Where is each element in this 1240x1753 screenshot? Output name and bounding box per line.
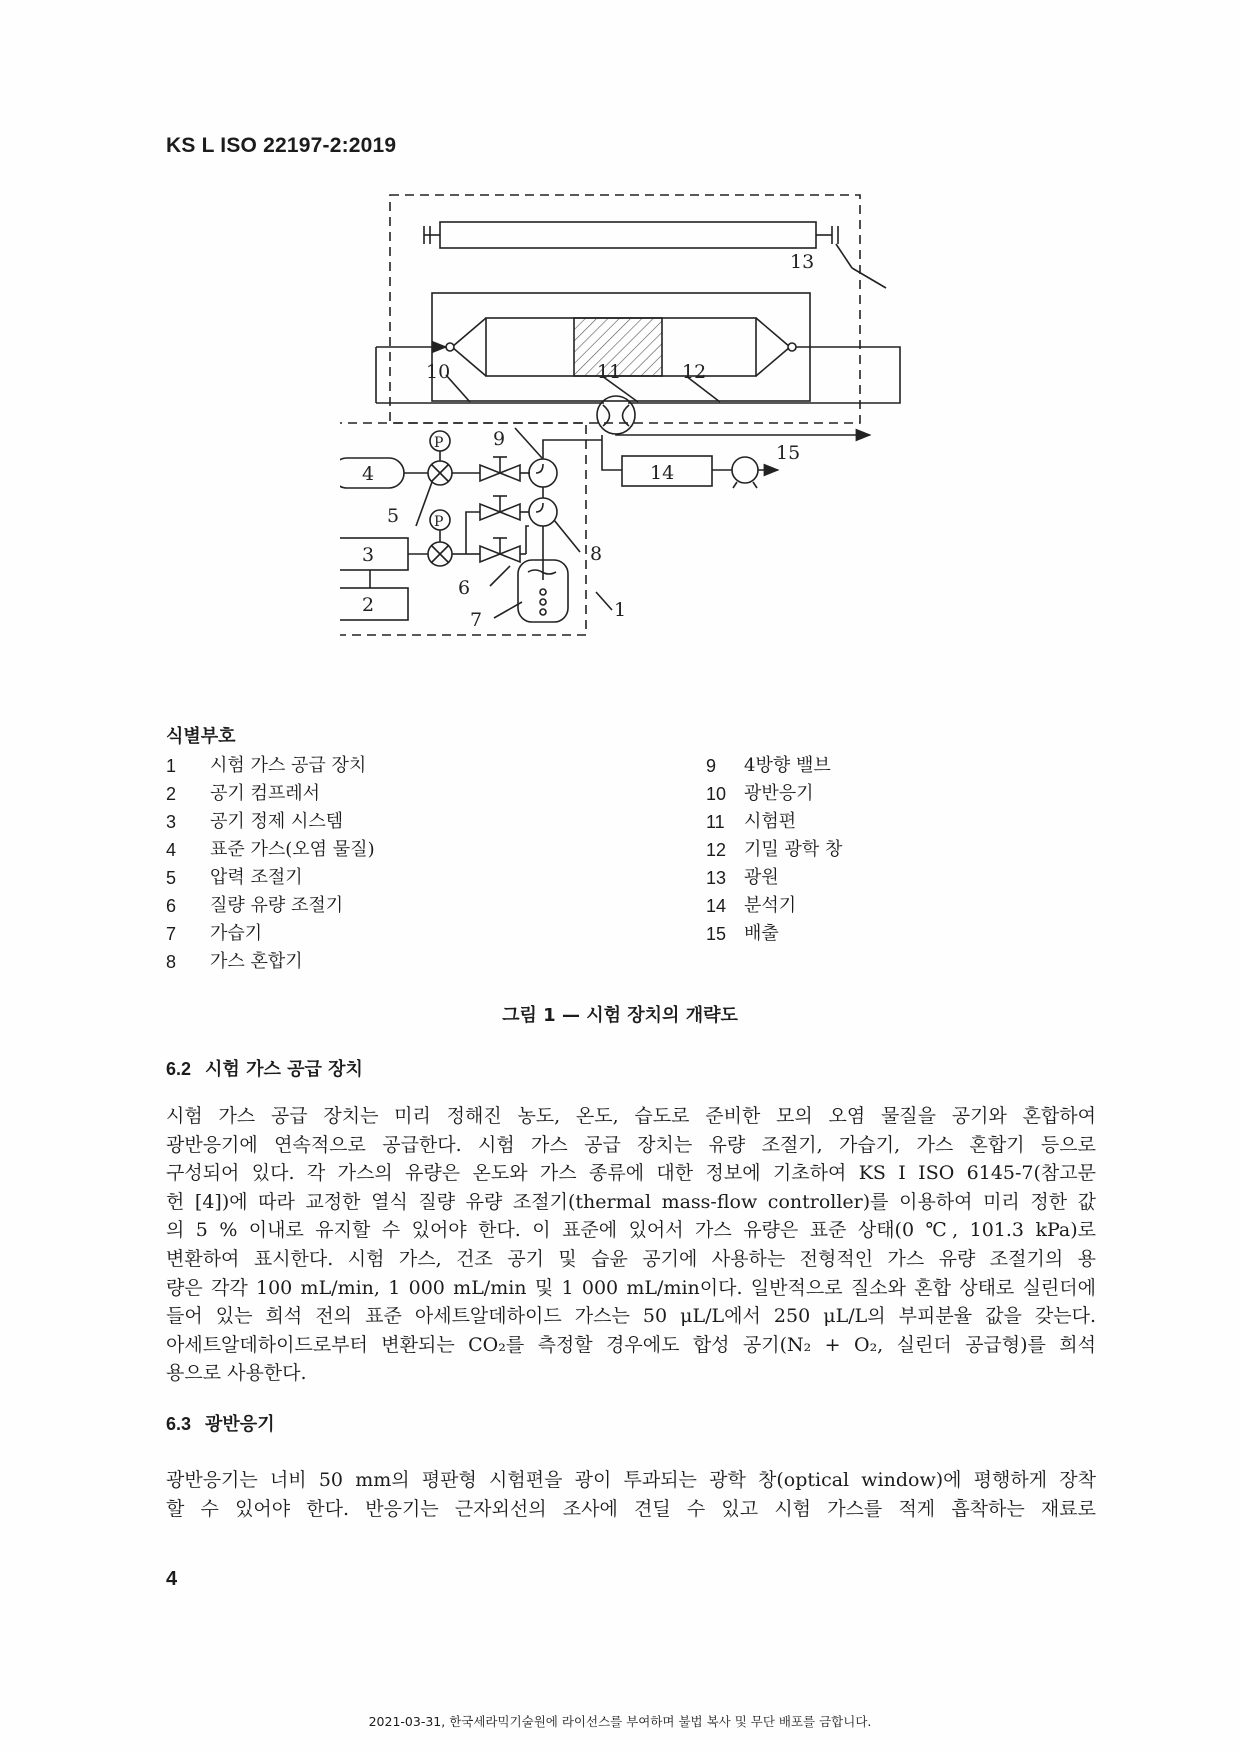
legend-item: 5 압력 조절기: [166, 867, 303, 888]
legend-item: 2 공기 컴프레서: [166, 783, 321, 804]
legend-item: 1 시험 가스 공급 장치: [166, 755, 367, 776]
section-6-2-body: [166, 1102, 1096, 1388]
section-heading-6-3: 6.3 광반응기: [166, 1414, 275, 1435]
fig-label-10: 10: [426, 361, 451, 383]
pump: [732, 457, 758, 483]
text-line: 변환하여 표시한다. 시험 가스, 건조 공기 및 습윤 공기에 사용하는 전형적인 가스 유량 조절기의 용: [166, 1247, 1096, 1270]
legend-item: 13 광원: [706, 867, 779, 888]
text-line: 량은 각각 100 mL/min, 1 000 mL/min 및 1 000 mL/min이다. 일반적으로 질소와 혼합 상태로 실린더에: [166, 1276, 1096, 1299]
fig-label-9: 9: [493, 428, 506, 450]
text-line: 용으로 사용한다.: [166, 1362, 307, 1385]
legend-item: 8 가스 혼합기: [166, 951, 303, 972]
fig-label-4: 4: [362, 463, 375, 485]
legend-title: 식별부호: [166, 726, 236, 747]
apparatus-schematic: [340, 190, 920, 720]
fig-label-7: 7: [470, 609, 483, 631]
legend-item: 10 광반응기: [706, 783, 814, 804]
fig-label-5: 5: [387, 505, 400, 527]
standard-header: KS L ISO 22197-2:2019: [166, 134, 397, 157]
fig-label-3: 3: [362, 544, 375, 566]
legend-item: 11 시험편: [706, 811, 797, 832]
legend-item: 12 기밀 광학 창: [706, 839, 843, 860]
text-line: 시험 가스 공급 장치는 미리 정해진 농도, 온도, 습도로 준비한 모의 오염 물질을 공기와 혼합하여: [166, 1105, 1096, 1127]
fig-label-8: 8: [590, 543, 603, 565]
legend-item: 9 4방향 밸브: [706, 755, 831, 776]
pressure-symbol-upper: P: [434, 435, 444, 451]
fig-label-15: 15: [776, 442, 801, 464]
text-line: 구성되어 있다. 각 가스의 유량은 온도와 가스 종류에 대한 정보에 기초하여 KS I ISO 6145-7(참고문: [166, 1162, 1096, 1185]
legend-item: 4 표준 가스(오염 물질): [166, 839, 375, 860]
light-source-tube: [440, 222, 816, 248]
figure-caption: 그림 1 — 시험 장치의 개략도: [502, 1005, 738, 1026]
fig-label-12: 12: [682, 361, 707, 383]
text-line: 헌 [4])에 따라 교정한 열식 질량 유량 조절기(thermal mass-flow controller)를 이용하여 미리 정한 값: [166, 1190, 1096, 1213]
pressure-symbol-lower: P: [434, 514, 444, 530]
legend-right: [706, 752, 842, 948]
legend-item: 6 질량 유량 조절기: [166, 895, 344, 916]
text-line: 광반응기는 너비 50 mm의 평판형 시험편을 광이 투과되는 광학 창(optical window)에 평행하게 장착: [166, 1469, 1096, 1491]
legend-item: 3 공기 정제 시스템: [166, 811, 344, 832]
legend-left: [166, 752, 375, 976]
text-line: 아세트알데하이드로부터 변환되는 CO₂를 측정할 경우에도 합성 공기(N₂ + O₂, 실린더 공급형)를 희석: [166, 1333, 1096, 1356]
section-6-3-body: [166, 1466, 1096, 1523]
fig-label-1: 1: [614, 599, 627, 621]
text-line: 의 5 % 이내로 유지할 수 있어야 한다. 이 표준에 있어서 가스 유량은 표준 상태(0 ℃, 101.3 kPa)로: [166, 1219, 1096, 1242]
text-line: 광반응기에 연속적으로 공급한다. 시험 가스 공급 장치는 유량 조절기, 가습기, 가스 혼합기 등으로: [166, 1133, 1096, 1156]
fig-label-2: 2: [362, 594, 375, 616]
fig-label-11: 11: [597, 361, 622, 383]
fig-label-13: 13: [790, 251, 815, 273]
section-heading-6-2: 6.2 시험 가스 공급 장치: [166, 1059, 363, 1080]
text-line: 할 수 있어야 한다. 반응기는 근자외선의 조사에 견딜 수 있고 시험 가스를 적게 흡착하는 재료로: [166, 1497, 1096, 1520]
legend-item: 15 배출: [706, 923, 779, 944]
page-number: 4: [166, 1568, 178, 1590]
text-line: 들어 있는 희석 전의 표준 아세트알데하이드 가스는 50 μL/L에서 250 μL/L의 부피분율 값을 갖는다.: [166, 1305, 1096, 1328]
legend-item: 7 가습기: [166, 923, 263, 944]
legend-item: 14 분석기: [706, 895, 797, 916]
fig-label-6: 6: [458, 577, 471, 599]
fig-label-14: 14: [650, 462, 675, 484]
license-footer: 2021-03-31, 한국세라믹기술원에 라이선스를 부여하며 불법 복사 및 무단 배포를 금합니다.: [368, 1714, 872, 1729]
